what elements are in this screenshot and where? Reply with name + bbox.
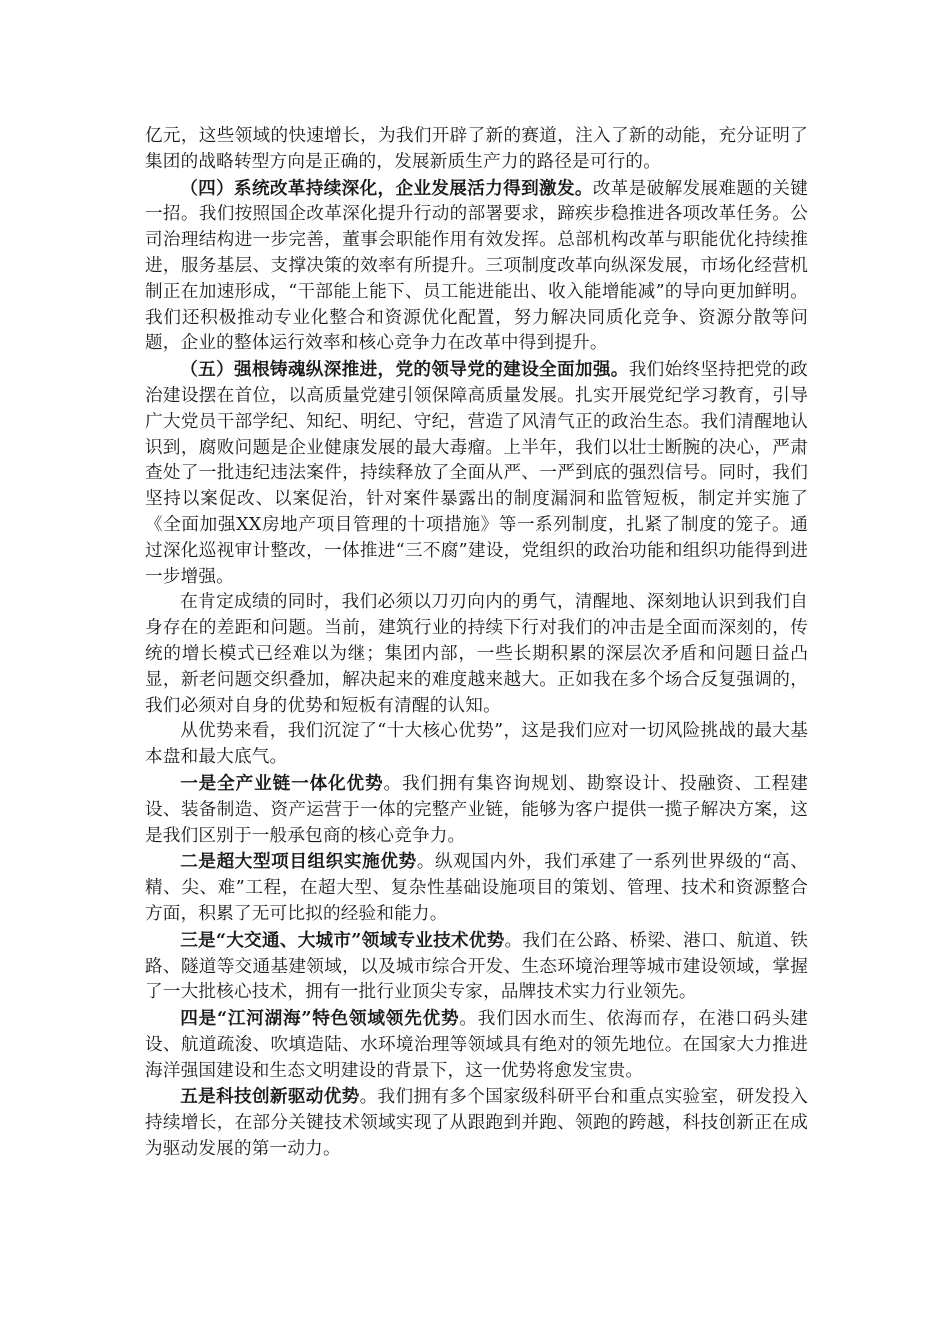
paragraph-heading: 一是全产业链一体化优势: [180, 772, 384, 794]
paragraph-advantage-4: [145, 1006, 808, 1084]
paragraph-party-building: [145, 357, 808, 590]
paragraph-intro-continuation: [145, 124, 808, 176]
paragraph-heading: 五是科技创新驱动优势: [180, 1086, 360, 1108]
paragraph-advantage-3: [145, 928, 808, 1006]
paragraph-reform: [145, 176, 808, 358]
paragraph-heading: （五）强根铸魂纵深推进，党的领导党的建设全面加强。: [180, 359, 629, 381]
paragraph-advantage-2: [145, 849, 808, 927]
paragraph-heading: （四）系统改革持续深化，企业发展活力得到激发。: [180, 177, 593, 199]
paragraph-heading: 四是“江河湖海”特色领域领先优势: [180, 1008, 460, 1030]
paragraph-text: 改革是破解发展难题的关键一招。我们按照国企改革深化提升行动的部署要求，蹄疾步稳推进各项改革任务。公司治理结构进一步完善，董事会职能作用有效发挥。总部机构改革与职能优化持续推进，服务基层、支撑决策的效率有所提升。三项制度改革向纵深发展，市场化经营机制正在加速形成，“干部能上能下、员工能进能出、收入能增能减”的导向更加鲜明。我们还积极推动专业化整合和资源优化配置，努力解决同质化竞争、资源分散等问题，企业的整体运行效率和核心竞争力在改革中得到提升。: [145, 178, 808, 354]
paragraph-text: 。我们拥有多个国家级科研平台和重点实验室，研发投入持续增长，在部分关键技术领域实现了从跟跑到并跑、领跑的跨越，科技创新正在成为驱动发展的第一动力。: [145, 1087, 808, 1160]
paragraph-heading: 二是超大型项目组织实施优势: [180, 851, 417, 873]
paragraph-text: 。我们因水而生、依海而存，在港口码头建设、航道疏浚、吹填造陆、水环境治理等领域具有绝对的领先地位。在国家大力推进海洋强国建设和生态文明建设的背景下，这一优势将愈发宝贵。: [145, 1009, 808, 1081]
paragraph-gaps-and-problems: [145, 590, 808, 719]
paragraph-text: 。纵观国内外，我们承建了一系列世界级的“高、精、尖、难”工程，在超大型、复杂性基础设施项目的策划、管理、技术和资源整合方面，积累了无可比拟的经验和能力。: [145, 852, 808, 924]
paragraph-text: 亿元，这些领域的快速增长，为我们开辟了新的赛道，注入了新的动能，充分证明了集团的战略转型方向是正确的，发展新质生产力的路径是可行的。: [145, 126, 808, 172]
paragraph-text: 在肯定成绩的同时，我们必须以刀刃向内的勇气，清醒地、深刻地认识到我们自身存在的差距和问题。当前，建筑行业的持续下行对我们的冲击是全面而深刻的，传统的增长模式已经难以为继；集团内部，一些长期积累的深层次矛盾和问题日益凸显，新老问题交织叠加，解决起来的难度越来越大。正如我在多个场合反复强调的，我们必须对自身的优势和短板有清醒的认知。: [145, 592, 808, 716]
paragraph-advantages-intro: [145, 719, 808, 771]
paragraph-text: 从优势来看，我们沉淀了“十大核心优势”，这是我们应对一切风险挑战的最大基本盘和最大底气。: [145, 721, 808, 768]
paragraph-heading: 三是“大交通、大城市”领域专业技术优势: [180, 929, 505, 951]
paragraph-text: 。我们在公路、桥梁、港口、航道、铁路、隧道等交通基建领域，以及城市综合开发、生态环境治理等城市建设领域，掌握了一大批核心技术，拥有一批行业顶尖专家，品牌技术实力行业领先。: [145, 930, 809, 1003]
paragraph-text: 。我们拥有集咨询规划、勘察设计、投融资、工程建设、装备制造、资产运营于一体的完整产业链，能够为客户提供一揽子解决方案，这是我们区别于一般承包商的核心竞争力。: [145, 773, 808, 846]
paragraph-advantage-5: [145, 1084, 808, 1162]
paragraph-text: 我们始终坚持把党的政治建设摆在首位，以高质量党建引领保障高质量发展。扎实开展党纪学习教育，引导广大党员干部学纪、知纪、明纪、守纪，营造了风清气正的政治生态。我们清醒地认识到，腐败问题是企业健康发展的最大毒瘤。上半年，我们以壮士断腕的决心，严肃查处了一批违纪违法案件，持续释放了全面从严、一严到底的强烈信号。同时，我们坚持以案促改、以案促治，针对案件暴露出的制度漏洞和监管短板，制定并实施了《全面加强XX房地产项目管理的十项措施》等一系列制度，扎紧了制度的笼子。通过深化巡视审计整改，一体推进“三不腐”建设，党组织的政治功能和组织功能得到进一步增强。: [145, 360, 808, 587]
paragraph-advantage-1: [145, 771, 808, 849]
